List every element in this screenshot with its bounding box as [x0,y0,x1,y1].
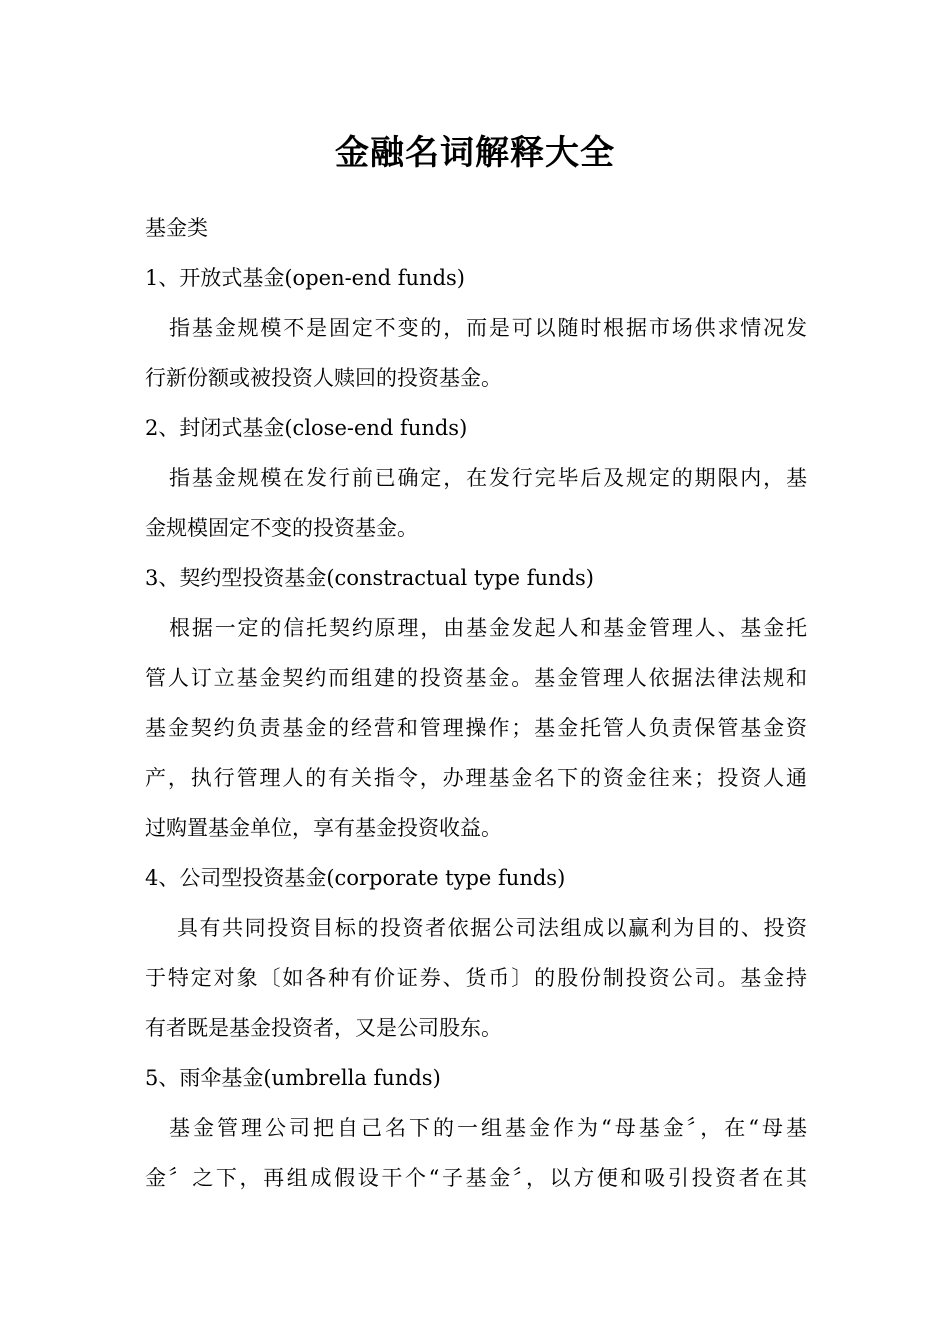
entry-heading-umbrella-funds: 5、雨伞基金(umbrella funds) [145,1066,441,1090]
entry-heading-corporate-type-funds: 4、公司型投资基金(corporate type funds) [145,866,566,890]
entry-definition-constractual-type-funds [145,603,807,853]
document-body [145,203,807,1203]
definition-line: 行新份额或被投资人赎回的投资基金。 [145,366,502,390]
definition-line: 具有共同投资目标的投资者依据公司法组成以赢利为目的、投资 [177,916,807,940]
definition-line: 指基金规模在发行前已确定，在发行完毕后及规定的期限内，基 [169,466,807,490]
entry-definition-umbrella-funds [145,1103,807,1203]
definition-line: 金规模固定不变的投资基金。 [145,516,418,540]
definition-line: 管人订立基金契约而组建的投资基金。基金管理人依据法律法规和 [145,666,807,690]
definition-line: 金〞之下，再组成假设干个“子基金〞，以方便和吸引投资者在其 [145,1166,807,1190]
definition-line: 指基金规模不是固定不变的，而是可以随时根据市场供求情况发 [169,316,807,340]
entry-definition-open-end-funds [145,303,807,403]
definition-line: 于特定对象〔如各种有价证券、货币〕的股份制投资公司。基金持 [145,966,807,990]
entry-definition-close-end-funds [145,453,807,553]
entry-heading-open-end-funds: 1、开放式基金(open-end funds) [145,266,465,290]
entry-heading-close-end-funds: 2、封闭式基金(close-end funds) [145,416,468,440]
entry-definition-corporate-type-funds [145,903,807,1053]
definition-line: 过购置基金单位，享有基金投资收益。 [145,816,502,840]
definition-line: 基金管理公司把自己名下的一组基金作为“母基金〞，在“母基 [169,1116,807,1140]
definition-line: 基金契约负责基金的经营和管理操作；基金托管人负责保管基金资 [145,716,807,740]
category-heading: 基金类 [145,216,208,240]
definition-line: 有者既是基金投资者，又是公司股东。 [145,1016,502,1040]
entry-heading-constractual-type-funds: 3、契约型投资基金(constractual type funds) [145,566,594,590]
document-title: 金融名词解释大全 [335,133,615,173]
definition-line: 产，执行管理人的有关指令，办理基金名下的资金往来；投资人通 [145,766,807,790]
definition-line: 根据一定的信托契约原理，由基金发起人和基金管理人、基金托 [169,616,807,640]
